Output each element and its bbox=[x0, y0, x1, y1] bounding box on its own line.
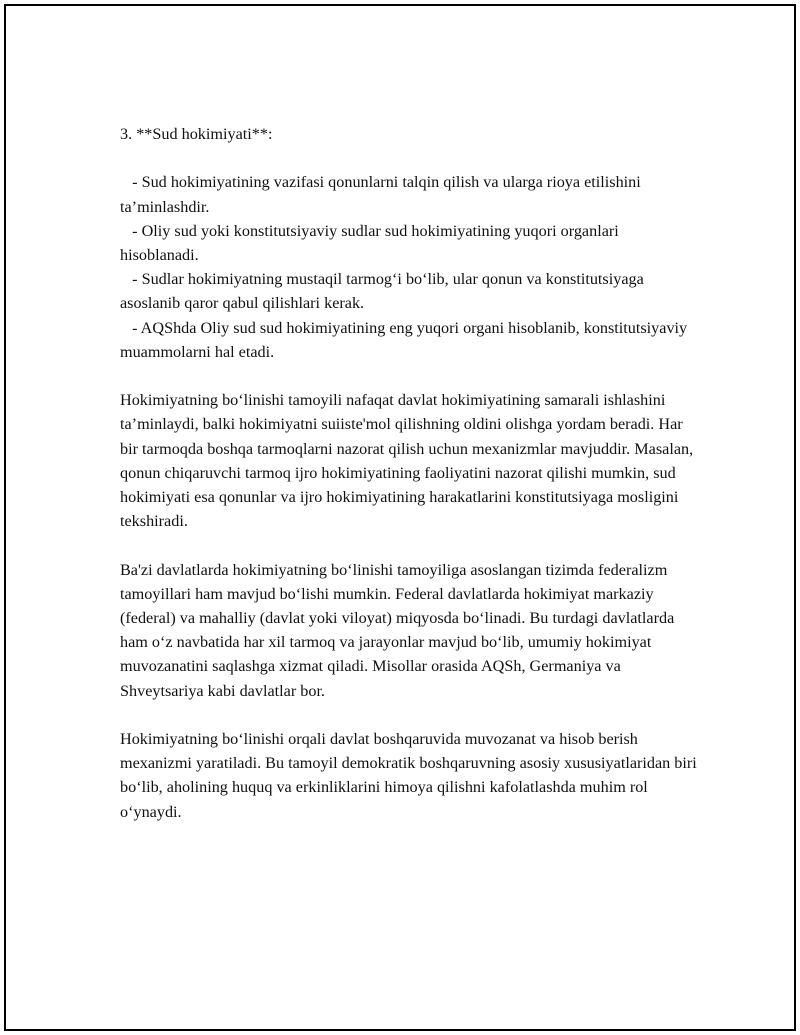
bullet-item: - AQShda Oliy sud sud hokimiyatining eng yuqori organi hisoblanib, konstitutsiyaviy muammolarni hal etadi. bbox=[120, 318, 692, 361]
bullet-item: - Sud hokimiyatining vazifasi qonunlarni talqin qilish va ularga rioya etilishini ta’minlashdir. bbox=[120, 173, 645, 216]
document-page bbox=[4, 4, 796, 1031]
document-body bbox=[120, 122, 700, 824]
section-heading: 3. **Sud hokimiyati**: bbox=[120, 125, 273, 143]
paragraph: Ba'zi davlatlarda hokimiyatning bo‘linishi tamoyiliga asoslangan tizimda federalizm tamoyillari ham mavjud bo‘lishi mumkin. Federal davlatlarda hokimiyat markaziy (federal) va mahalliy (davlat yoki viloyat) miqyosda bo‘linadi. Bu turdagi davlatlarda ham o‘z navbatida har xil tarmoq va jarayonlar mavjud bo‘lib, umumiy hokimiyat muvozanatini saqlashga xizmat qiladi. Misollar orasida AQSh, Germaniya va Shveytsariya kabi davlatlar bor. bbox=[120, 560, 675, 700]
bullet-list bbox=[120, 170, 700, 364]
bullet-item: - Sudlar hokimiyatning mustaqil tarmog‘i bo‘lib, ular qonun va konstitutsiyaga asoslanib qaror qabul qilishlari kerak. bbox=[120, 270, 648, 313]
paragraph: Hokimiyatning bo‘linishi tamoyili nafaqat davlat hokimiyatining samarali ishlashini ta’minlaydi, balki hokimiyatni suiiste'mol qilishning oldini olishga yordam beradi. Har bir tarmoqda boshqa tarmoqlarni nazorat qilish uchun mexanizmlar mavjuddir. Masalan, qonun chiqaruvchi tarmoq ijro hokimiyatining faoliyatini nazorat qilishi mumkin, sud hokimiyati esa qonunlar va ijro hokimiyatining harakatlarini konstitutsiyaga mosligini tekshiradi. bbox=[120, 391, 694, 531]
paragraph: Hokimiyatning bo‘linishi orqali davlat boshqaruvida muvozanat va hisob berish mexanizmi yaratiladi. Bu tamoyil demokratik boshqaruvning asosiy xususiyatlaridan biri bo‘lib, aholining huquq va erkinliklarini himoya qilishni kafolatlashda muhim rol o‘ynaydi. bbox=[120, 730, 697, 821]
bullet-item: - Oliy sud yoki konstitutsiyaviy sudlar sud hokimiyatining yuqori organlari hisoblanadi. bbox=[120, 221, 623, 264]
